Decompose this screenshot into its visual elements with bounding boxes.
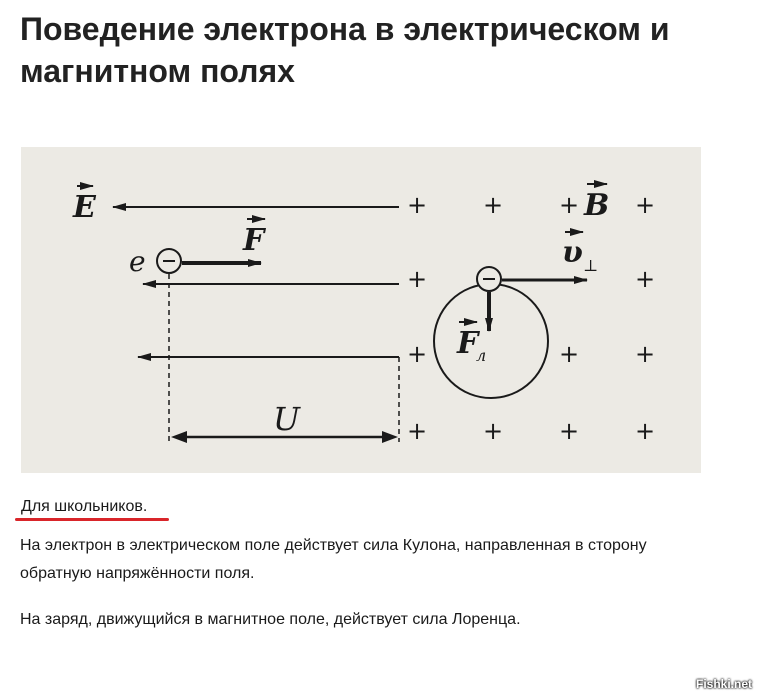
svg-text:+: + <box>635 340 656 368</box>
svg-text:+: + <box>407 191 428 219</box>
paragraph-lorentz: На заряд, движущийся в магнитное поле, действует сила Лоренца. <box>20 611 521 628</box>
svg-text:+: + <box>635 265 656 293</box>
svg-text:+: + <box>483 191 504 219</box>
caption: Для школьников. <box>21 498 148 515</box>
watermark: Fishki.net <box>695 677 752 691</box>
caption-underline <box>15 518 169 521</box>
paragraph-coulomb: На электрон в электрическом поле действует сила Кулона, направленная в сторону обратную напряжённости поля. <box>20 537 647 582</box>
label-F: F <box>243 223 265 258</box>
svg-text:+: + <box>559 417 580 445</box>
label-e: e <box>129 245 146 278</box>
svg-text:+: + <box>407 417 428 445</box>
label-U: U <box>273 400 300 438</box>
svg-text:+: + <box>407 265 428 293</box>
svg-text:л: л <box>476 346 487 365</box>
svg-text:+: + <box>559 191 580 219</box>
svg-text:+: + <box>559 340 580 368</box>
svg-text:+: + <box>407 340 428 368</box>
label-F-lorentz: F <box>457 326 479 361</box>
page-title: Поведение электрона в электрическом и магнитном полях <box>20 11 670 89</box>
label-B: B <box>584 188 610 223</box>
physics-diagram <box>21 147 701 473</box>
label-E: E <box>73 190 96 225</box>
svg-text:+: + <box>483 417 504 445</box>
label-v: υ <box>562 235 583 270</box>
svg-text:+: + <box>635 417 656 445</box>
svg-text:+: + <box>635 191 656 219</box>
svg-text:⊥: ⊥ <box>583 256 599 275</box>
